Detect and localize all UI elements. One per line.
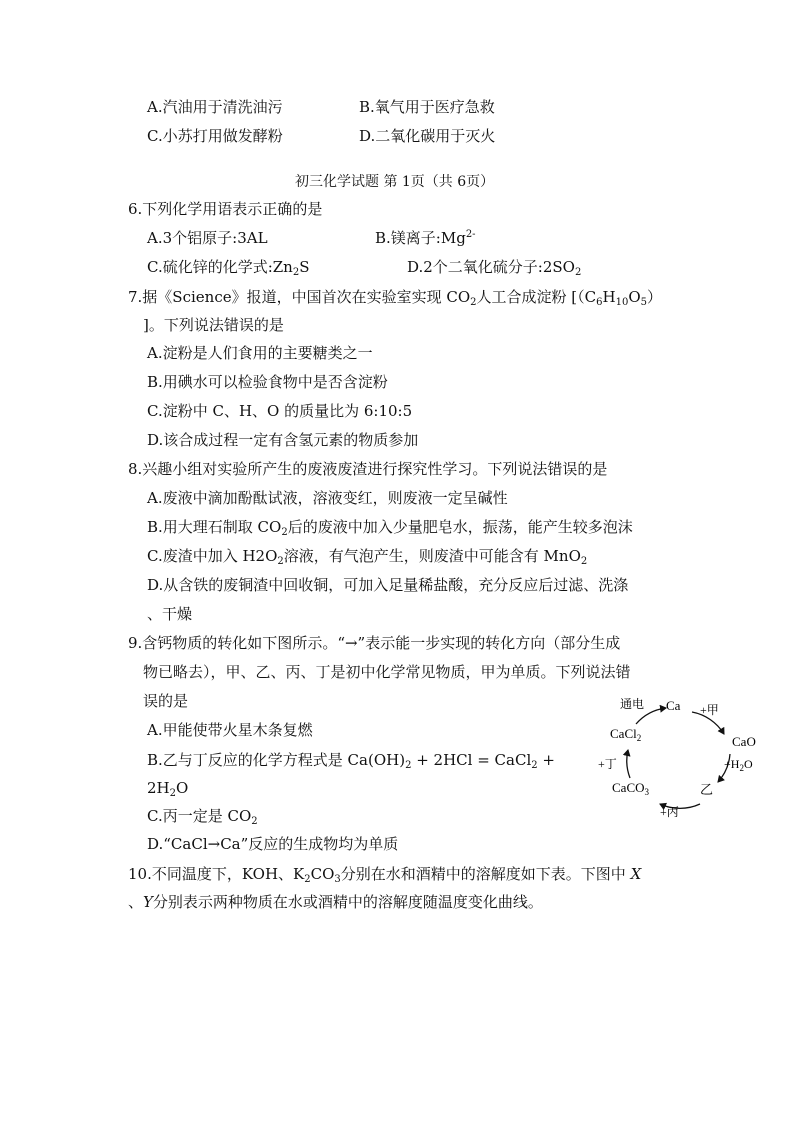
label-plus-jia: +甲 bbox=[700, 703, 719, 717]
q6-stem: 6.下列化学用语表示正确的是 bbox=[128, 200, 323, 218]
q8-option-d-line1: D.从含铁的废铜渣中回收铜，可加入足量稀盐酸，充分反应后过滤、洗涤 bbox=[147, 576, 629, 594]
q7-option-d: D.该合成过程一定有含氢元素的物质参加 bbox=[147, 431, 419, 449]
q6-option-b: B.镁离子$:Mg^{2-}$ bbox=[375, 229, 476, 247]
q10-stem-line1: 10.不同温度下，KOH、$K_2CO_3$分别在水和酒精中的溶解度如下表。下图中 X bbox=[128, 865, 642, 885]
q6-option-a: A.3个铝原子:3AL bbox=[147, 229, 268, 247]
q9-stem-line3: 误的是 bbox=[143, 692, 189, 710]
node-ca: Ca bbox=[666, 698, 681, 713]
q7-option-c: C.淀粉中 C、H、O 的质量比为 6:10:5 bbox=[147, 402, 413, 420]
q7-option-a: A.淀粉是人们食用的主要糖类之一 bbox=[147, 344, 373, 362]
label-plus-h2o: $+H_2O$ bbox=[724, 757, 753, 773]
node-cao: CaO bbox=[732, 734, 756, 749]
node-cacl2: CaCl$_2$ bbox=[610, 726, 642, 743]
page-footer: 初三化学试题 第 1页（共 6页） bbox=[295, 174, 495, 190]
q9-option-b-line2: $2H_2O$ bbox=[147, 779, 189, 799]
q5-option-d: D.二氧化碳用于灭火 bbox=[359, 127, 496, 145]
q9-option-d: D.“CaCl→Ca”反应的生成物均为单质 bbox=[147, 835, 399, 853]
q7-option-b: B.用碘水可以检验食物中是否含淀粉 bbox=[147, 373, 388, 391]
q9-option-a: A.甲能使带火星木条复燃 bbox=[147, 721, 313, 739]
q8-option-c: C.废渣中加入 $H2O_2$溶液，有气泡产生，则废渣中可能含有 MnO$_2$ bbox=[147, 547, 588, 567]
q9-option-b-line1: B.乙与丁反应的化学方程式是 $Ca(OH)_2 + 2HCl$ = CaCl$_2$ + bbox=[147, 751, 555, 771]
q6-option-d: D.2个二氧化硫分子$:2SO_2$ bbox=[407, 258, 582, 278]
node-caco3: CaCO$_3$ bbox=[612, 780, 649, 797]
q5-option-a: A.汽油用于清洗油污 bbox=[147, 98, 283, 116]
q8-option-b: B.用大理石制取 $CO_2$后的废液中加入少量肥皂水，振荡，能产生较多泡沫 bbox=[147, 518, 633, 538]
q9-stem-line1: 9.含钙物质的转化如下图所示。“→”表示能一步实现的转化方向（部分生成 bbox=[128, 634, 621, 652]
label-plus-bing: +丙 bbox=[660, 805, 679, 819]
q8-option-d-line2: 、干燥 bbox=[147, 605, 193, 623]
node-yi: 乙 bbox=[700, 782, 714, 797]
q7-stem-line1: 7.据《Science》报道，中国首次在实验室实现 $CO_2$人工合成淀粉 [$(C_6H_{10}O_5)$ bbox=[128, 288, 663, 308]
q10-stem-line2: 、Y分别表示两种物质在水或酒精中的溶解度随温度变化曲线。 bbox=[128, 893, 543, 911]
q9-stem-line2: 物已略去），甲、乙、丙、丁是初中化学常见物质，甲为单质。下列说法错 bbox=[143, 663, 631, 681]
q7-stem-line2: ]。下列说法错误的是 bbox=[143, 316, 284, 334]
q8-option-a: A.废液中滴加酚酞试液，溶液变红，则废液一定呈碱性 bbox=[147, 489, 508, 507]
label-plus-ding: +丁 bbox=[598, 757, 617, 771]
q5-option-b: B.氧气用于医疗急救 bbox=[359, 98, 495, 116]
q9-option-c: C.丙一定是 $CO_2$ bbox=[147, 807, 258, 827]
label-tongdian: 通电 bbox=[620, 697, 645, 711]
arrow-caco3-to-cacl2 bbox=[627, 750, 630, 778]
calcium-conversion-diagram bbox=[590, 690, 770, 830]
q5-option-c: C.小苏打用做发酵粉 bbox=[147, 127, 283, 145]
q6-option-c: C.硫化锌的化学式$:Zn_2S$ bbox=[147, 258, 310, 278]
q8-stem: 8.兴趣小组对实验所产生的废液废渣进行探究性学习。下列说法错误的是 bbox=[128, 460, 608, 478]
